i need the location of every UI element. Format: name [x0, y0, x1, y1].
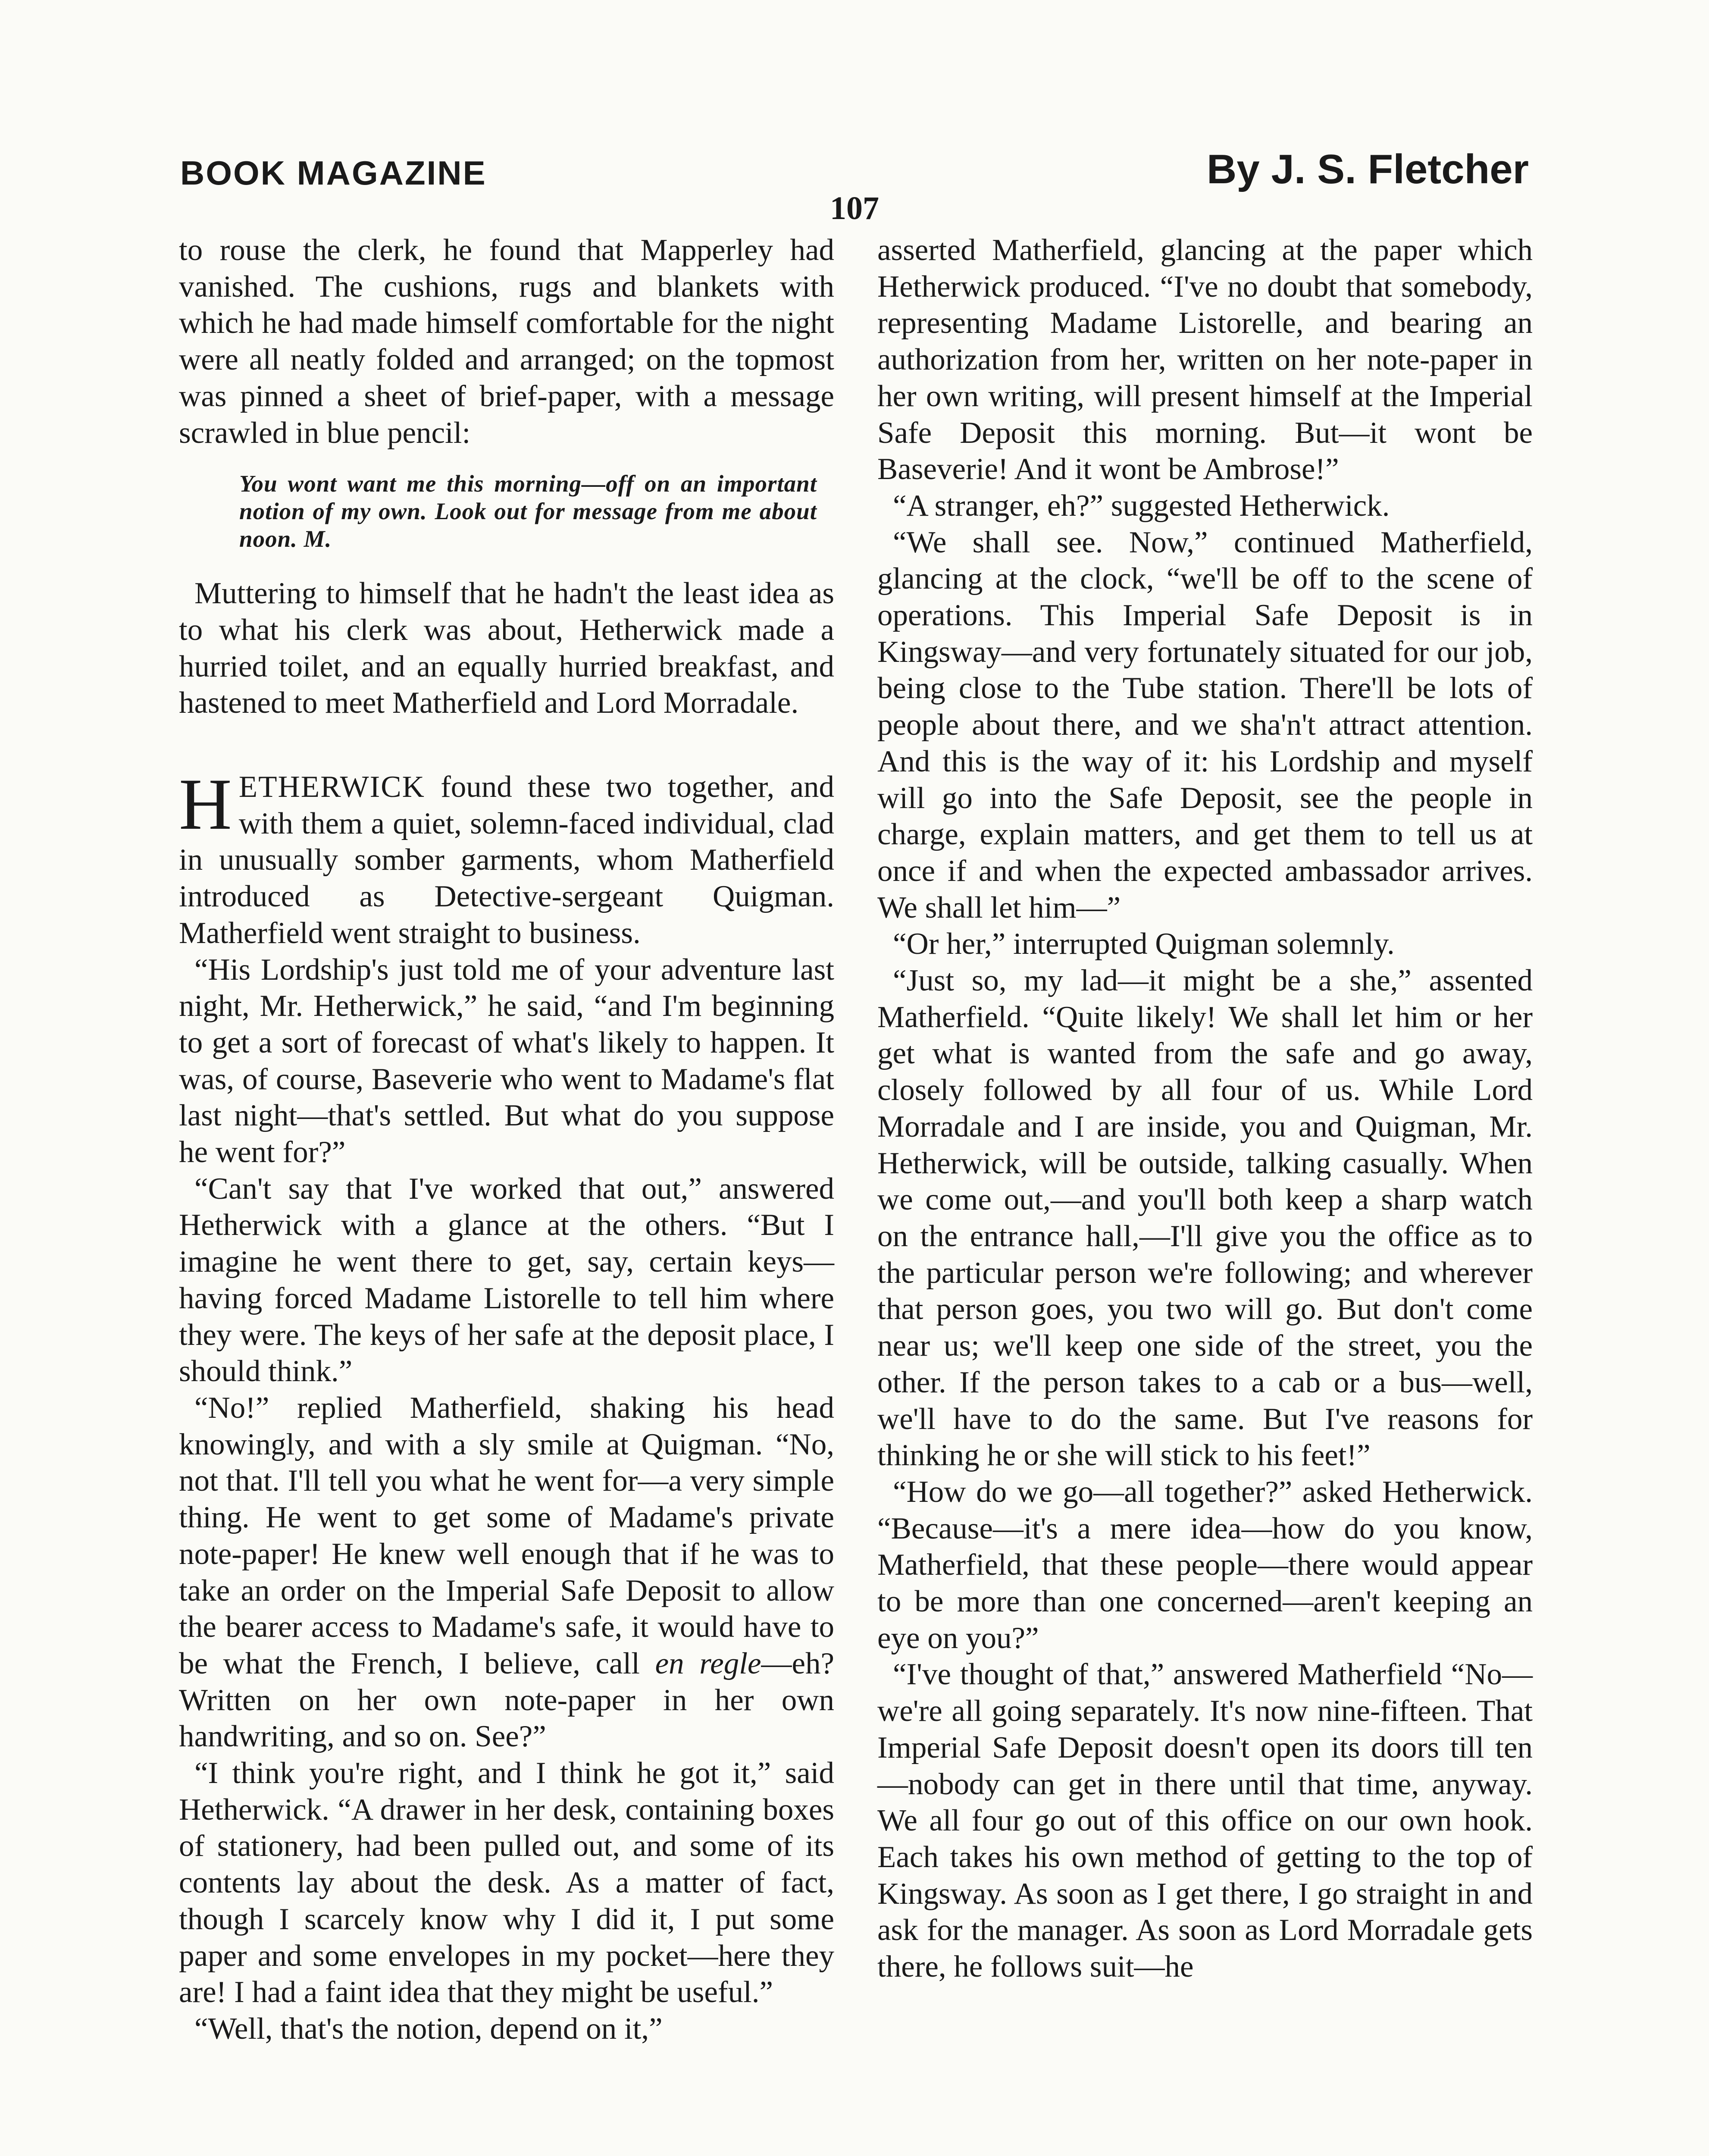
paragraph: “How do we go—all together?” asked Hetherwick. “Because—it's a mere idea—how do you know, Matherfield, that these people—there would appear to be more than one concerned—aren't keeping an eye on you?” [877, 1475, 1533, 1655]
section-start [179, 764, 834, 952]
right-column [877, 232, 1533, 1985]
italic-phrase: en regle [655, 1646, 761, 1680]
paragraph: “I've thought of that,” answered Matherfield “No—we're all going separately. It's now nine-fifteen. That Imperial Safe Deposit doesn't open its doors till ten—nobody can get in there until that time, anyway. We all four go out of this office on our own hook. Each takes his own method of getting to the top of Kingsway. As soon as I get there, I go straight in and ask for the manager. As soon as Lord Morradale gets there, he follows suit—he [877, 1658, 1533, 1984]
author-byline: By J. S. Fletcher [1207, 146, 1529, 192]
paragraph: “Well, that's the notion, depend on it,” [194, 2012, 663, 2046]
paragraph: “Or her,” interrupted Quigman solemnly. [893, 927, 1395, 961]
paragraph [179, 1390, 834, 1755]
magazine-title: BOOK MAGAZINE [180, 154, 487, 192]
page-number: 107 [830, 190, 879, 226]
left-column [179, 232, 834, 2047]
paragraph: “Just so, my lad—it might be a she,” assented Matherfield. “Quite likely! We shall let him or her get what is wanted from the safe and go away, closely followed by all four of us. While Lord Morradale and I are inside, you and Quigman, Mr. Hetherwick, will be outside, talking casually. When we come out,—and you'll both keep a sharp watch on the entrance hall,—I'll give you the office as to the particular person we're following; and wherever that person goes, you two will go. But don't come near us; we'll keep one side of the street, you the other. If the person takes to a cab or a bus—well, we'll have to do the same. But I've reasons for thinking he or she will stick to his feet!” [877, 964, 1533, 1473]
paragraph: “I think you're right, and I think he got it,” said Hetherwick. “A drawer in her desk, containing boxes of stationery, had been pulled out, and some of its contents lay about the desk. As a matter of fact, though I scarcely know why I did it, I put some paper and some envelopes in my pocket—here they are! I had a faint idea that they might be useful.” [179, 1756, 834, 2009]
paragraph [179, 764, 834, 952]
lead-word: ETHERWICK [238, 770, 425, 804]
drop-cap: H [179, 764, 232, 845]
paragraph: “Can't say that I've worked that out,” answered Hetherwick with a glance at the others. “But I imagine he went there to get, say, certain keys—having forced Madame Listorelle to tell him where they were. The keys of her safe at the deposit place, I should think.” [179, 1172, 834, 1388]
running-header [180, 146, 1529, 193]
paragraph-text: —eh? Written on her own note-paper in her own handwriting, and so on. See?” [179, 1646, 834, 1754]
paragraph-text: “No!” replied Matherfield, shaking his head knowingly, and with a sly smile at Quigman. “No, not that. I'll tell you what he went for—a very simple thing. He went to get some of Madame's private note-paper! He knew well enough that if he was to take an order on the Imperial Safe Deposit to allow the bearer access to Madame's safe, it would have to be what the French, I believe, call [179, 1391, 834, 1680]
paragraph: Muttering to himself that he hadn't the least idea as to what his clerk was about, Hetherwick made a hurried toilet, and an equally hurried breakfast, and hastened to meet Matherfield and Lord Morradale. [179, 577, 834, 720]
paragraph: “His Lordship's just told me of your adventure last night, Mr. Hetherwick,” he said, “and I'm beginning to get a sort of forecast of what's likely to happen. It was, of course, Baseverie who went to Madame's flat last night—that's settled. But what do you suppose he went for?” [179, 953, 834, 1169]
paragraph: to rouse the clerk, he found that Mapperley had vanished. The cushions, rugs and blankets with which he had made himself comfortable for the night were all neatly folded and arranged; on the topmost was pinned a sheet of brief-paper, with a message scrawled in blue pencil: [179, 233, 834, 450]
paragraph: “We shall see. Now,” continued Matherfield, glancing at the clock, “we'll be off to the scene of operations. This Imperial Safe Deposit is in Kingsway—and very fortunately situated for our job, being close to the Tube station. There'll be lots of people about there, and we sha'n't attract attention. And this is the way of it: his Lordship and myself will go into the Safe Deposit, see the people in charge, explain matters, and get them to tell us at once if and when the expected ambassador arrives. We shall let him—” [877, 525, 1533, 924]
paragraph-text: found these two together, and with them a quiet, solemn-faced individual, clad in unusually somber garments, whom Matherfield introduced as Detective-sergeant Quigman. Matherfield went straight to business. [179, 770, 834, 950]
paragraph: “A stranger, eh?” suggested Hetherwick. [893, 489, 1390, 523]
pencil-message: You wont want me this morning—off on an important notion of my own. Look out for message from me about noon. M. [239, 470, 817, 552]
paragraph: asserted Matherfield, glancing at the paper which Hetherwick produced. “I've no doubt that somebody, representing Madame Listorelle, and bearing an authorization from her, written on her note-paper in her own writing, will present himself at the Imperial Safe Deposit this morning. But—it wont be Baseverie! And it wont be Ambrose!” [877, 233, 1533, 486]
